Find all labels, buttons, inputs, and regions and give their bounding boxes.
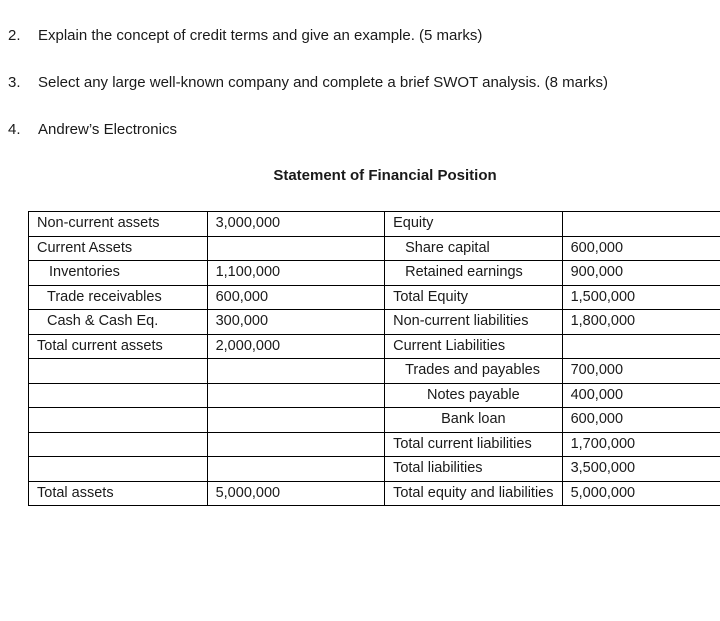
table-cell: 1,100,000 [207, 261, 385, 286]
question-text: Andrew’s Electronics [38, 121, 177, 138]
table-cell [562, 212, 720, 237]
table-row [29, 457, 720, 482]
table-cell: 1,700,000 [562, 432, 720, 457]
table-cell: 1,500,000 [562, 285, 720, 310]
table-cell [207, 383, 385, 408]
table-cell: Total current liabilities [385, 432, 563, 457]
table-cell [29, 432, 208, 457]
question-3 [8, 74, 608, 91]
table-cell: Total assets [29, 481, 208, 506]
table-cell: 2,000,000 [207, 334, 385, 359]
table-cell: 900,000 [562, 261, 720, 286]
table-cell [29, 359, 208, 384]
table-cell: 400,000 [562, 383, 720, 408]
table-cell [29, 457, 208, 482]
table-cell: Bank loan [385, 408, 563, 433]
table-row [29, 285, 720, 310]
table-cell: Total Equity [385, 285, 563, 310]
question-2 [8, 27, 482, 44]
table-cell [207, 236, 385, 261]
table-cell: 3,500,000 [562, 457, 720, 482]
table-cell: Non-current liabilities [385, 310, 563, 335]
table-cell [207, 359, 385, 384]
table-cell: Notes payable [385, 383, 563, 408]
table-cell [29, 408, 208, 433]
table-cell: Current Liabilities [385, 334, 563, 359]
table-row [29, 334, 720, 359]
question-text: Select any large well-known company and complete a brief SWOT analysis. (8 marks) [38, 74, 608, 91]
table-cell: Total liabilities [385, 457, 563, 482]
table-cell [207, 432, 385, 457]
question-number: 4. [8, 121, 21, 138]
table-cell: Total equity and liabilities [385, 481, 563, 506]
table-cell [207, 457, 385, 482]
financial-position-table [28, 211, 720, 506]
table-cell: 300,000 [207, 310, 385, 335]
table-row [29, 359, 720, 384]
table-cell: Trade receivables [29, 285, 208, 310]
table-cell [207, 408, 385, 433]
table-row [29, 408, 720, 433]
statement-title: Statement of Financial Position [273, 167, 497, 184]
table-cell: Inventories [29, 261, 208, 286]
table-cell: 600,000 [562, 236, 720, 261]
table-cell: 3,000,000 [207, 212, 385, 237]
table-cell: Cash & Cash Eq. [29, 310, 208, 335]
table-cell: 700,000 [562, 359, 720, 384]
table-row [29, 432, 720, 457]
table-cell: Total current assets [29, 334, 208, 359]
question-number: 2. [8, 27, 21, 44]
table-cell: Retained earnings [385, 261, 563, 286]
table-row [29, 481, 720, 506]
table-cell: Share capital [385, 236, 563, 261]
table-cell: Equity [385, 212, 563, 237]
table-cell: 600,000 [562, 408, 720, 433]
table-cell: 1,800,000 [562, 310, 720, 335]
table-cell: Non-current assets [29, 212, 208, 237]
question-4 [8, 121, 177, 138]
question-number: 3. [8, 74, 21, 91]
table-cell: Trades and payables [385, 359, 563, 384]
table-row [29, 212, 720, 237]
table-cell: 5,000,000 [562, 481, 720, 506]
table-cell: Current Assets [29, 236, 208, 261]
table-row [29, 236, 720, 261]
table-cell: 600,000 [207, 285, 385, 310]
table-row [29, 383, 720, 408]
table-row [29, 310, 720, 335]
table-row [29, 261, 720, 286]
question-text: Explain the concept of credit terms and give an example. (5 marks) [38, 27, 483, 44]
table-cell [29, 383, 208, 408]
table-cell: 5,000,000 [207, 481, 385, 506]
table-cell [562, 334, 720, 359]
